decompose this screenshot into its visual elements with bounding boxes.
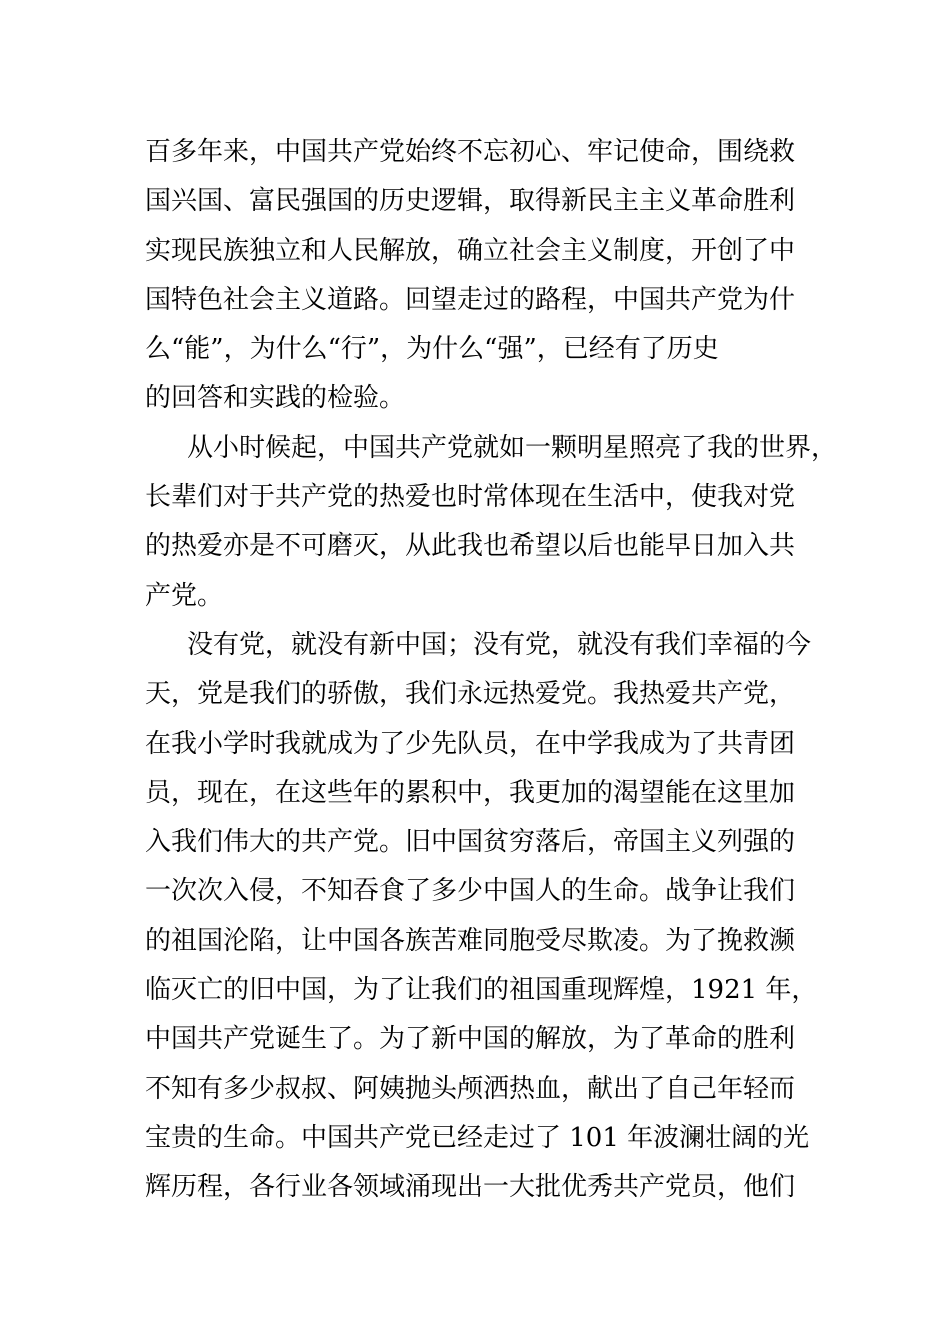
text-line: 中国共产党诞生了。为了新中国的解放，为了革命的胜利 <box>145 1024 796 1055</box>
text-line: 在我小学时我就成为了少先队员，在中学我成为了共青团 <box>145 728 796 759</box>
text-line: 国兴国、富民强国的历史逻辑，取得新民主主义革命胜利 <box>145 186 796 217</box>
text-line: 员，现在，在这些年的累积中，我更加的渴望能在这里加 <box>145 777 796 808</box>
text-line: 的回答和实践的检验。 <box>145 383 406 414</box>
text-line: 长辈们对于共产党的热爱也时常体现在生活中，使我对党 <box>145 482 796 513</box>
text-line: 临灭亡的旧中国，为了让我们的祖国重现辉煌，1921 年， <box>145 975 818 1006</box>
text-line: 实现民族独立和人民解放，确立社会主义制度，开创了中 <box>145 235 796 266</box>
text-line: 没有党，就没有新中国；没有党，就没有我们幸福的今 <box>187 629 812 660</box>
text-line: 从小时候起，中国共产党就如一颗明星照亮了我的世界， <box>187 432 838 463</box>
paragraph-3 <box>145 621 835 1213</box>
text-line: 产党。 <box>145 580 224 611</box>
text-line: 辉历程，各行业各领域涌现出一大批优秀共产党员，他们 <box>145 1172 796 1203</box>
text-line: 天，党是我们的骄傲，我们永远热爱党。我热爱共产党， <box>145 679 796 710</box>
text-line: 百多年来，中国共产党始终不忘初心、牢记使命，围绕救 <box>145 137 796 167</box>
text-line: 不知有多少叔叔、阿姨抛头颅洒热血，献出了自己年轻而 <box>145 1073 796 1104</box>
text-line: 么“能”，为什么“行”，为什么“强”，已经有了历史 <box>145 334 719 365</box>
text-line: 的热爱亦是不可磨灭，从此我也希望以后也能早日加入共 <box>145 531 796 562</box>
text-line: 国特色社会主义道路。回望走过的路程，中国共产党为什 <box>145 284 796 315</box>
text-line: 宝贵的生命。中国共产党已经走过了 101 年波澜壮阔的光 <box>145 1122 810 1153</box>
text-line: 一次次入侵，不知吞食了多少中国人的生命。战争让我们 <box>145 876 796 907</box>
paragraph-2 <box>145 424 838 621</box>
text-line: 的祖国沦陷，让中国各族苦难同胞受尽欺凌。为了挽救濒 <box>145 925 796 956</box>
text-line: 入我们伟大的共产党。旧中国贫穷落后，帝国主义列强的 <box>145 827 796 858</box>
body-text <box>145 128 838 1213</box>
paragraph-1 <box>145 128 835 424</box>
